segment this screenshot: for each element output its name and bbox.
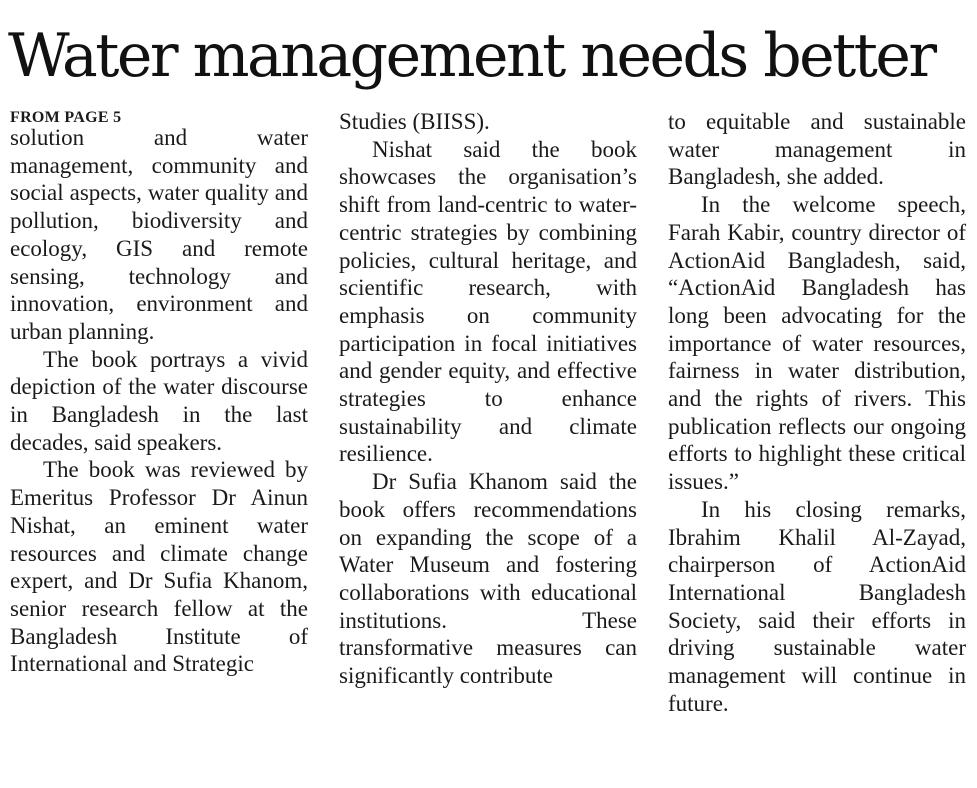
article-column-1 (10, 108, 308, 678)
headline: Water management needs better (8, 21, 935, 91)
article-column-3 (668, 108, 966, 717)
paragraph: Studies (BIISS). (339, 109, 490, 134)
paragraph: In the welcome speech, Farah Kabir, country director of ActionAid Bangladesh, said, “ActionAid Bangladesh has long been advocating for the importance of water resources, fairness in water distribution, and the rights of rivers. This publication reflects our ongoing efforts to highlight these critical issues.” (668, 192, 966, 495)
paragraph: The book portrays a vivid depiction of the water discourse in Bangladesh in the last decades, said speakers. (10, 346, 308, 455)
paragraph: The book was reviewed by Emeritus Professor Dr Ainun Nishat, an eminent water resources and climate change expert, and Dr Sufia Khanom, senior research fellow at the Bangladesh Institute of International and Strategic (10, 457, 308, 677)
paragraph: to equitable and sustainable water management in Bangladesh, she added. (668, 109, 966, 190)
jump-kicker: FROM PAGE 5 (10, 109, 122, 126)
paragraph: In his closing remarks, Ibrahim Khalil Al-Zayad, chairperson of ActionAid International Bangladesh Society, said their efforts in driving sustainable water management will continue in future. (668, 496, 966, 716)
paragraph: solution and water management, community and social aspects, water quality and pollution, biodiversity and ecology, GIS and remote sensing, technology and innovation, environment and urban planning. (10, 125, 308, 344)
paragraph: Nishat said the book showcases the organisation’s shift from land-centric to water-centric strategies by combining policies, cultural heritage, and scientific research, with emphasis on community participation in focal initiatives and gender equity, and effective strategies to enhance sustainability and climate resilience. (339, 136, 637, 467)
article-column-2 (339, 108, 637, 690)
paragraph: Dr Sufia Khanom said the book offers recommendations on expanding the scope of a Water Museum and fostering collaborations with educational institutions. These transformative measures can significantly contribute (339, 469, 637, 689)
